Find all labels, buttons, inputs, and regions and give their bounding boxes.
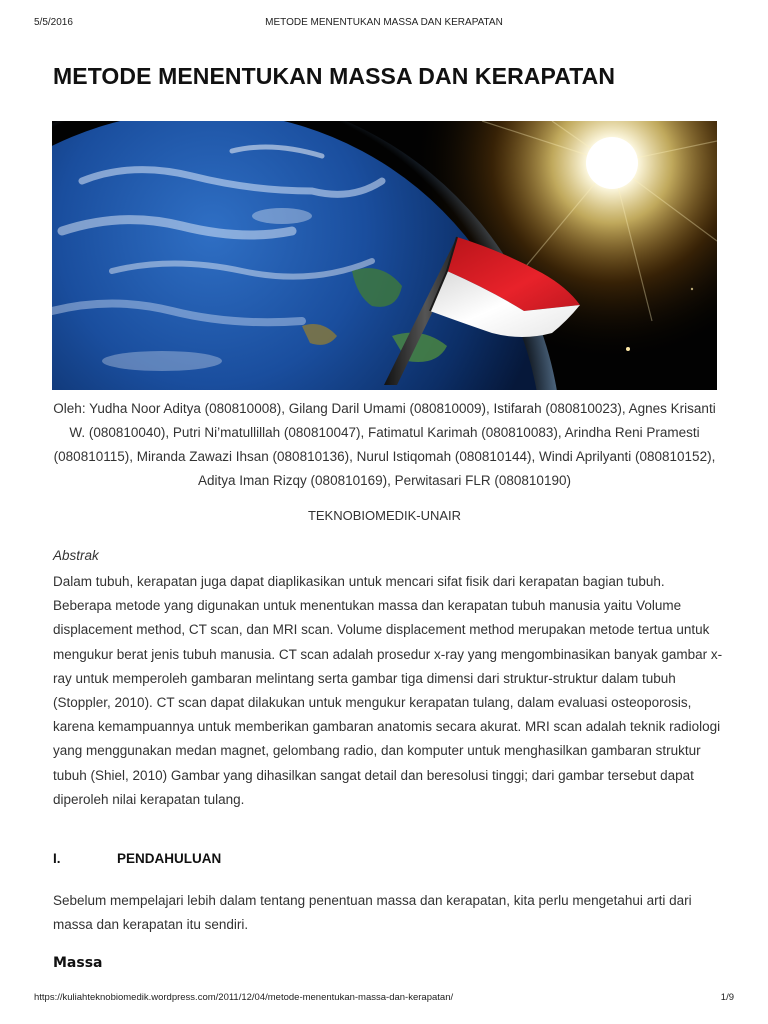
abstract-text: Dalam tubuh, kerapatan juga dapat diaplikasikan untuk mencari sifat fisik dari kerapatan bagian tubuh. Beberapa metode yang digunakan untuk menentukan massa dan kerapatan tubuh manusia yaitu Volume displacement method, CT scan, dan MRI scan. Volume displacement method merupakan metode tertua untuk mengukur berat jenis tubuh manusia. CT scan adalah prosedur x-ray yang mengombinasikan banyak gambar x-ray untuk memperoleh gambaran melintang serta gambar tiga dimensi dari struktur-struktur dalam tubuh (Stoppler, 2010). CT scan dapat dilakukan untuk mengukur kerapatan tulang, dalam evaluasi osteoporosis, karena kemampuannya untuk memberikan gambaran anatomis secara akurat. MRI scan adalah teknik radiologi yang menggunakan medan magnet, gelombang radio, dan komputer untuk menghasilkan gambaran struktur tubuh (Shiel, 2010) Gambar yang dihasilkan sangat detail dan beresolusi tinggi; dari gambar tersebut dapat diperoleh nilai kerapatan tulang. bbox=[53, 574, 723, 807]
page-number: 1/9 bbox=[720, 992, 734, 1003]
source-url: https://kuliahteknobiomedik.wordpress.com/2011/12/04/metode-menentukan-massa-dan-kerapatan/ bbox=[34, 992, 454, 1003]
print-footer bbox=[34, 992, 734, 1006]
author-list: Oleh: Yudha Noor Aditya (080810008), Gilang Daril Umami (080810009), Istifarah (080810023), Agnes Krisanti W. (080810040), Putri Ni’matullillah (080810047), Fatimatul Karimah (080810083), Arindha Reni Pramesti (080810115), Miranda Zawazi Ihsan (080810136), Nurul Istiqomah (080810144), Windi Aprilyanti (080810152), Aditya Iman Rizqy (080810169), Perwitasari FLR (080810190) bbox=[53, 401, 716, 488]
affiliation: TEKNOBIOMEDIK-UNAIR bbox=[307, 508, 462, 523]
abstract-label: Abstrak bbox=[53, 548, 99, 563]
section-title: PENDAHULUAN bbox=[117, 851, 222, 866]
page-title: METODE MENENTUKAN MASSA DAN KERAPATAN bbox=[53, 63, 616, 89]
subheading-massa: Massa bbox=[53, 955, 103, 971]
print-header bbox=[34, 17, 734, 31]
intro-paragraph: Sebelum mempelajari lebih dalam tentang penentuan massa dan kerapatan, kita perlu mengetahui arti dari massa dan kerapatan itu sendiri. bbox=[53, 893, 692, 932]
section-heading-pendahuluan bbox=[53, 851, 221, 866]
section-number: I. bbox=[53, 851, 61, 866]
print-title: METODE MENENTUKAN MASSA DAN KERAPATAN bbox=[265, 17, 503, 28]
earth-flag-image bbox=[52, 121, 717, 390]
print-date: 5/5/2016 bbox=[34, 17, 73, 28]
